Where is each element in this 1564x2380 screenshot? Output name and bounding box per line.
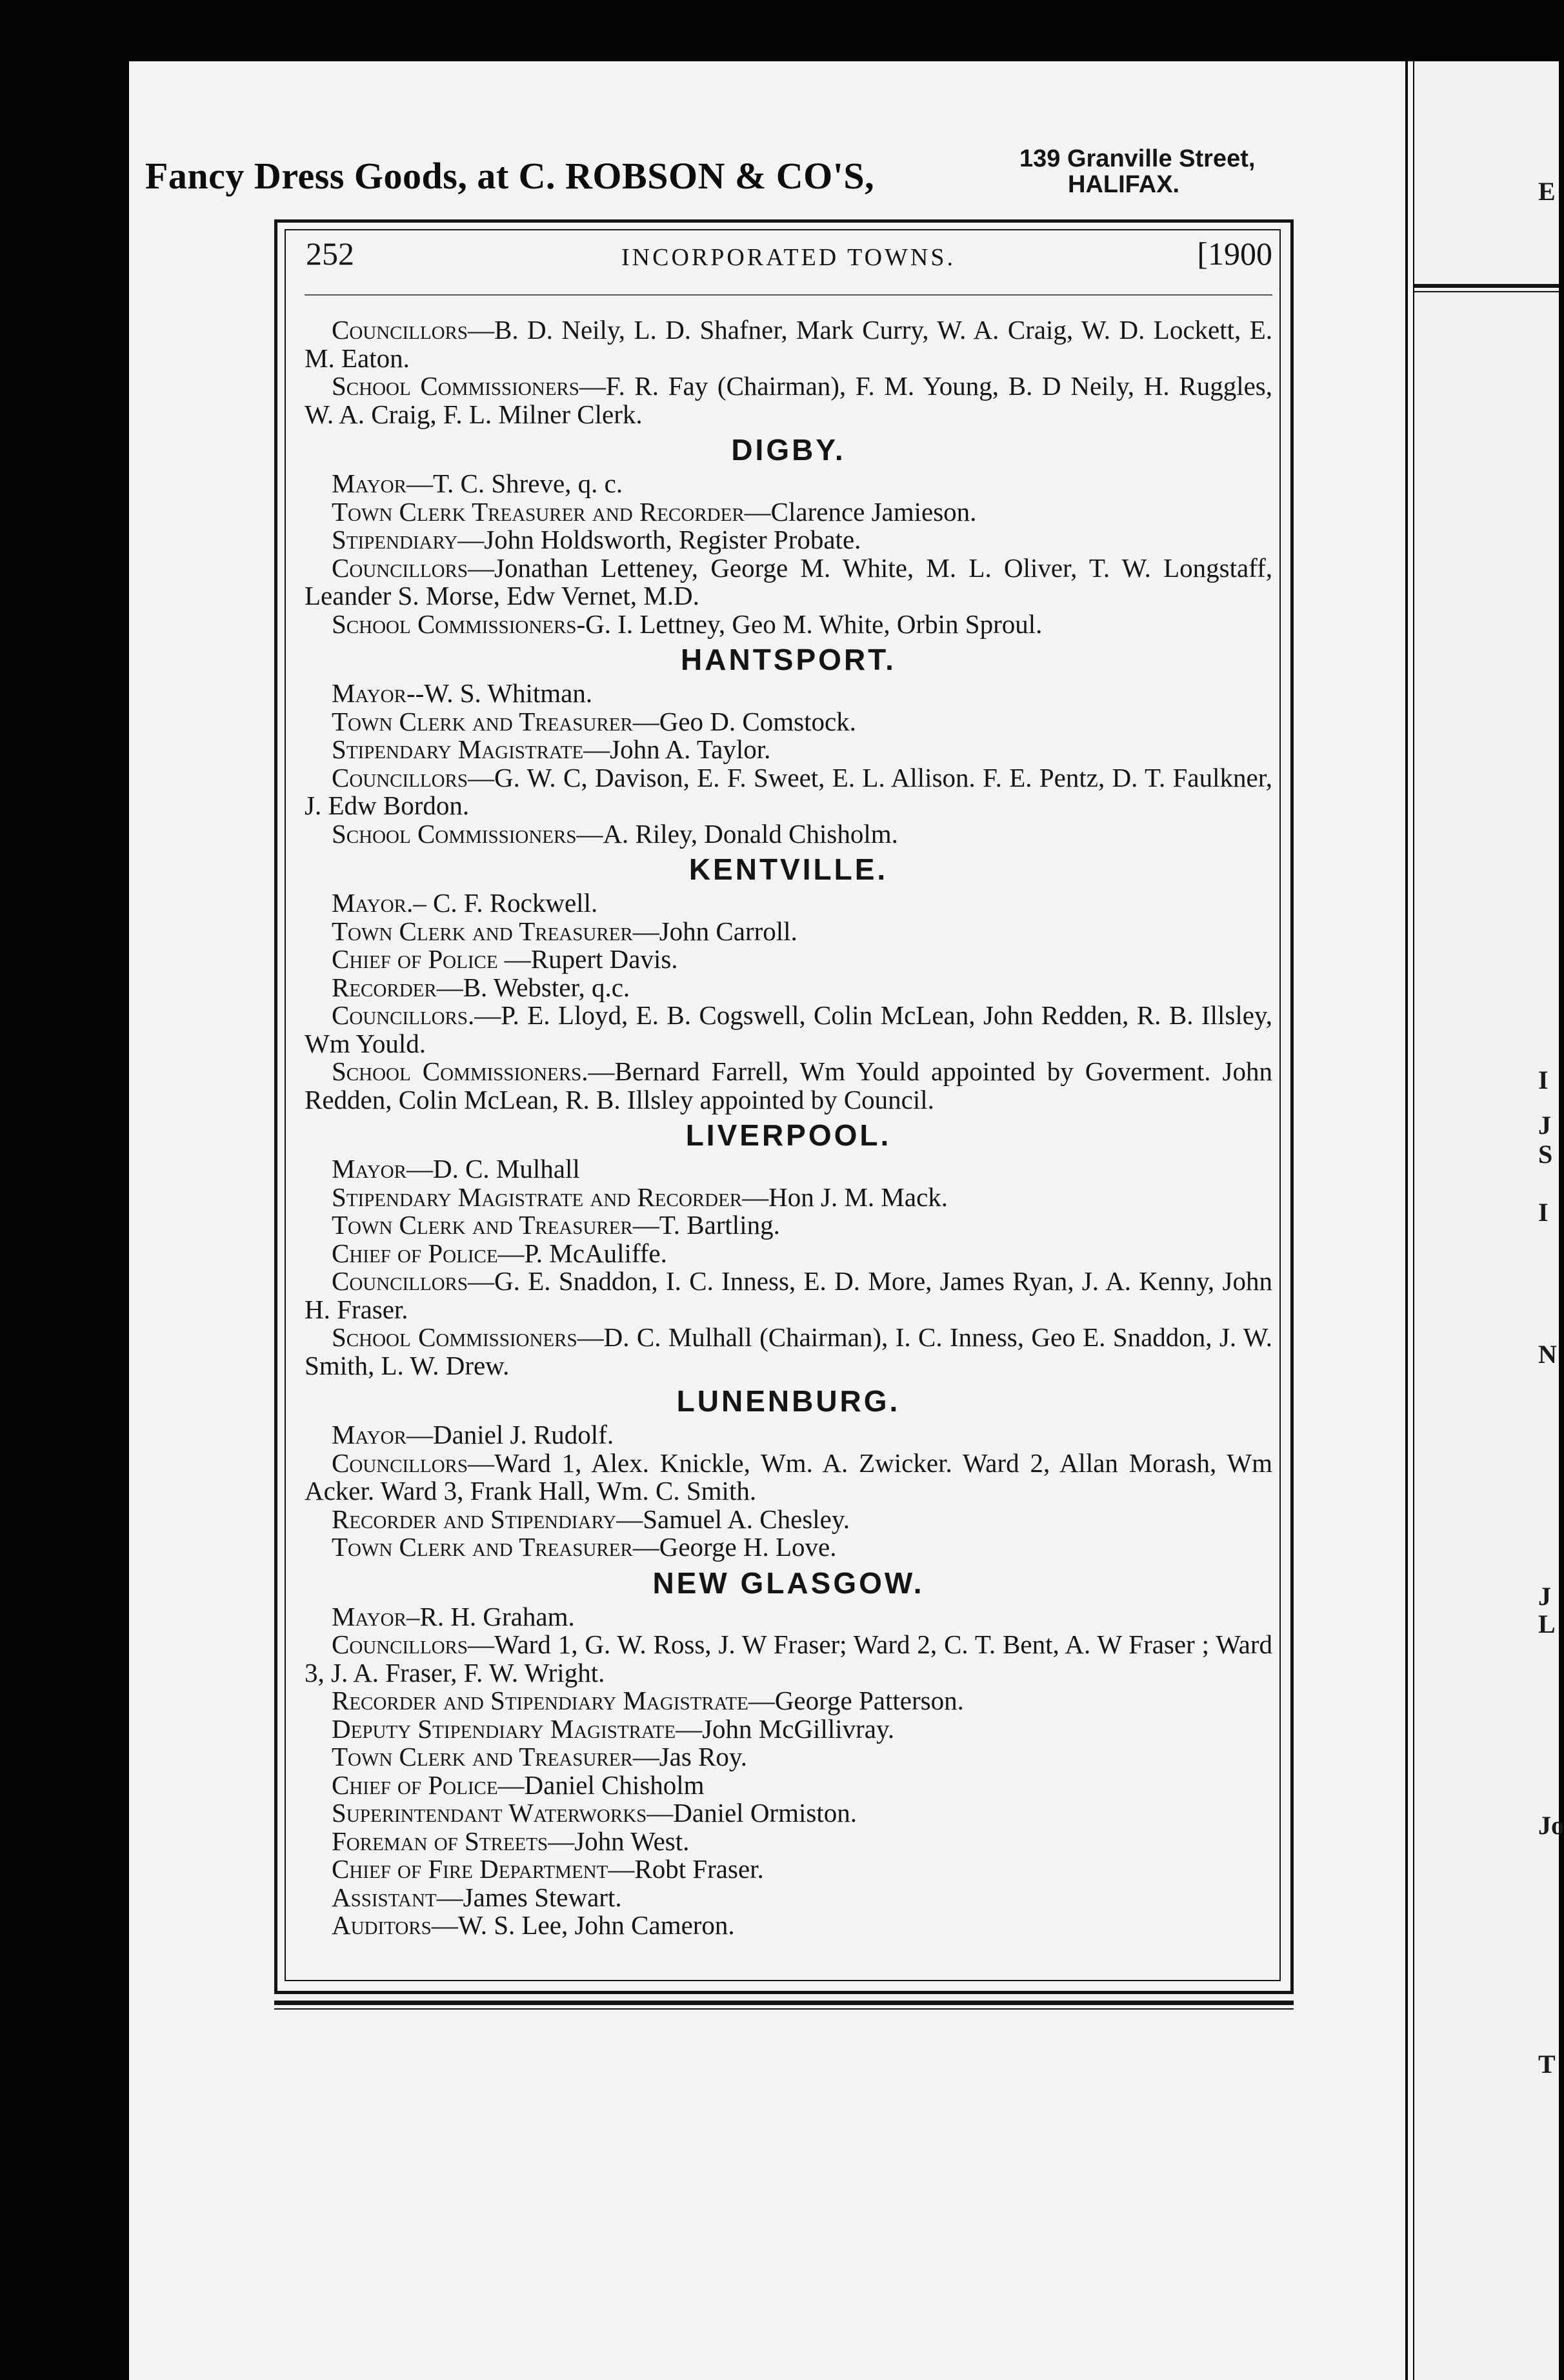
directory-entry [305,1002,1272,1058]
entry-names: —G. W. C, Davison, E. F. Sweet, E. L. Allison. F. E. Pentz, D. T. Faulkner, J. Edw Bordon. [305,762,1272,820]
entry-names: —B. Webster, q.c. [436,972,630,1002]
entry-office: Councillors [332,552,468,583]
entry-names: —W. S. Lee, John Cameron. [431,1910,735,1940]
entry-office: Councillors [332,1266,468,1296]
entry-office: Mayor [332,1154,406,1184]
entry-office: Mayor. [332,888,414,918]
entry-names: —George H. Love. [632,1532,837,1562]
entry-office: Mayor [332,1420,406,1449]
directory-entry [305,610,1272,639]
directory-entry [305,498,1272,527]
adjacent-char: J [1538,1111,1551,1140]
entry-office: Stipendary Magistrate [332,734,584,764]
directory-entry [305,764,1272,820]
directory-entry [305,736,1272,764]
page-gutter [1405,61,1408,2380]
directory-entry [305,708,1272,736]
section-title: INCORPORATED TOWNS. [621,244,956,271]
entry-names: —Ward 1, G. W. Ross, J. W Fraser; Ward 2, C. T. Bent, A. W Fraser ; Ward 3, J. A. Fraser, F. W. Wright. [305,1629,1272,1688]
running-head [145,145,1307,223]
directory-entry [305,1855,1272,1884]
entry-office: School Commissioners [332,609,577,639]
directory-entry [305,1240,1272,1268]
entry-names: —D. C. Mulhall [406,1154,580,1184]
entry-names: -G. I. Lettney, Geo M. White, Orbin Sproul. [576,609,1043,639]
entry-names: —F. R. Fay (Chairman), F. M. Young, B. D Neily, H. Ruggles, W. A. Craig, F. L. Milner Clerk. [305,371,1272,429]
directory-entry [305,974,1272,1002]
directory-entry [305,1155,1272,1184]
entry-names: —Rupert Davis. [497,944,678,974]
entry-names: —Clarence Jamieson. [744,496,977,527]
entry-names: —Ward 1, Alex. Knickle, Wm. A. Zwicker. Ward 2, Allan Morash, Wm Acker. Ward 3, Frank Hall, Wm. C. Smith. [305,1447,1272,1506]
entry-names: —B. D. Neily, L. D. Shafner, Mark Curry, W. A. Craig, W. D. Lockett, E. M. Eaton. [305,315,1272,373]
directory-entry [305,1799,1272,1828]
entry-office: Councillors [332,315,468,345]
adjacent-char: J [1538,1582,1551,1611]
entry-names: —P. E. Lloyd, E. B. Cogswell, Colin McLean, John Redden, R. B. Illsley, Wm Yould. [305,1000,1272,1058]
directory-entry [305,526,1272,554]
town-heading-new-glasgow: NEW GLASGOW. [652,1566,925,1600]
entry-names: —John A. Taylor. [583,734,771,764]
adjacent-char: S [1538,1140,1553,1169]
entry-office: Town Clerk and Treasurer [332,1742,633,1771]
entry-names: —John McGillivray. [676,1713,895,1744]
directory-entry [305,316,1272,372]
entry-names: —John West. [548,1826,690,1856]
directory-entry [305,889,1272,918]
adjacent-char: L [1538,1609,1556,1639]
entry-names: – C. F. Rockwell. [413,888,598,918]
entry-names: —George Patterson. [748,1686,964,1715]
adjacent-char: T [1538,2050,1556,2079]
carryover-entries [305,316,1272,429]
page-number: 252 [306,236,354,272]
entry-office: Town Clerk and Treasurer [332,706,633,736]
entry-names: –R. H. Graham. [406,1601,575,1631]
directory-entry [305,1449,1272,1506]
entry-office: Deputy Stipendiary Magistrate [332,1713,676,1744]
adjacent-char: I [1538,1065,1549,1094]
directory-entry [305,1421,1272,1449]
entry-names: —James Stewart. [436,1882,622,1912]
directory-entry [305,1771,1272,1800]
entry-names: —Robt Fraser. [608,1854,764,1884]
adjacent-char: N [1538,1340,1557,1369]
entry-office: Mayor [332,1601,406,1631]
entry-office: Recorder and Stipendiary Magistrate [332,1686,748,1715]
directory-entry [305,554,1272,610]
entry-names: —Daniel J. Rudolf. [406,1420,614,1449]
entry-names: —T. C. Shreve, q. c. [406,469,623,498]
entry-names: —Daniel Chisholm [497,1770,705,1800]
directory-entry [305,1267,1272,1324]
entry-names: —Jonathan Letteney, George M. White, M. L. Oliver, T. W. Longstaff, Leander S. Morse, Edw Vernet, M.D. [305,552,1272,610]
page-body [305,236,1272,1940]
directory-entry [305,820,1272,849]
entry-office: Chief of Police [332,1238,498,1268]
directory-entry [305,918,1272,946]
town-heading-hantsport: HANTSPORT. [681,643,896,676]
town-heading-digby: DIGBY. [731,433,846,467]
directory-entry [305,372,1272,429]
directory-entry [305,1743,1272,1771]
entry-names: —D. C. Mulhall (Chairman), I. C. Inness, Geo E. Snaddon, J. W. Smith, L. W. Drew. [305,1322,1272,1380]
directory-entry [305,1911,1272,1940]
town-heading-liverpool: LIVERPOOL. [685,1118,892,1152]
directory-entry [305,1715,1272,1744]
directory-entry [305,470,1272,498]
entry-office: Town Clerk and Treasurer [332,1532,633,1562]
directory-entry [305,1603,1272,1631]
entry-office: Superintendant Waterworks [332,1798,647,1828]
directory-entry [305,1828,1272,1856]
entry-office: School Commissioners [332,818,577,849]
entry-office: Chief of Police [332,944,498,974]
directory-entry [305,1324,1272,1380]
entry-office: Assistant [332,1882,437,1912]
adjacent-char: I [1538,1198,1549,1227]
entry-office: Town Clerk and Treasurer [332,1210,633,1240]
entry-office: Foreman of Streets [332,1826,548,1856]
entry-office: School Commissioners [332,1322,577,1352]
entry-office: Mayor [332,678,406,708]
entry-office: School Commissioners [332,371,579,401]
entry-names: —A. Riley, Donald Chisholm. [576,818,898,849]
entry-office: Chief of Fire Department [332,1854,608,1884]
directory-entry [305,1184,1272,1212]
bottom-rule [274,2001,1294,2005]
entry-office: Councillors [332,762,468,792]
directory-entry [305,1687,1272,1715]
directory-entry [305,1884,1272,1912]
entry-names: —Daniel Ormiston. [647,1798,857,1828]
bottom-rule-thin [274,2008,1294,2010]
town-heading-lunenburg: LUNENBURG. [676,1384,901,1418]
entry-names: —Jas Roy. [632,1742,748,1771]
entry-office: School Commissioners. [332,1056,588,1086]
adjacent-char: Jo [1538,1811,1564,1840]
entry-office: Recorder and Stipendiary [332,1504,617,1534]
entry-office: Auditors [332,1910,432,1940]
directory-entry [305,1058,1272,1114]
town-list [305,434,1272,1940]
entry-office: Chief of Police [332,1770,498,1800]
entry-names: —John Holdsworth, Register Probate. [457,525,861,554]
directory-entry [305,1506,1272,1534]
entry-office: Recorder [332,972,437,1002]
entry-office: Councillors [332,1629,468,1659]
entry-names: —P. McAuliffe. [497,1238,667,1268]
entry-office: Councillors [332,1447,468,1478]
running-head-address: 139 Granville Street, [1019,145,1256,172]
directory-entry [305,945,1272,974]
entry-office: Mayor [332,469,406,498]
entry-names: —G. E. Snaddon, I. C. Inness, E. D. More, James Ryan, J. A. Kenny, John H. Fraser. [305,1266,1272,1324]
header-rule [305,294,1272,296]
entry-names: —Samuel A. Chesley. [616,1504,850,1534]
directory-entry [305,1211,1272,1240]
entry-office: Town Clerk Treasurer and Recorder [332,496,745,527]
adjacent-char: E [1538,177,1556,206]
directory-year: [1900 [1197,236,1272,272]
entry-names: —T. Bartling. [632,1210,780,1240]
entry-office: Stipendary Magistrate and Recorder [332,1182,743,1212]
running-head-city: HALIFAX. [1068,171,1180,198]
directory-entry [305,1533,1272,1562]
page-header [305,236,1272,285]
entry-office: Town Clerk and Treasurer [332,916,633,946]
entry-names: —Hon J. M. Mack. [742,1182,948,1212]
entry-names: —Bernard Farrell, Wm Yould appointed by Goverment. John Redden, Colin McLean, R. B. Illsley appointed by Council. [305,1056,1272,1114]
entry-names: —John Carroll. [632,916,797,946]
directory-entry [305,1631,1272,1687]
entry-names: --W. S. Whitman. [406,678,593,708]
entry-office: Councillors. [332,1000,475,1030]
directory-entry [305,680,1272,708]
entry-office: Stipendiary [332,525,458,554]
town-heading-kentville: KENTVILLE. [688,852,888,886]
entry-names: —Geo D. Comstock. [632,706,856,736]
adjacent-page [1414,61,1564,2380]
running-head-advert: Fancy Dress Goods, at C. ROBSON & CO'S, [145,155,875,197]
